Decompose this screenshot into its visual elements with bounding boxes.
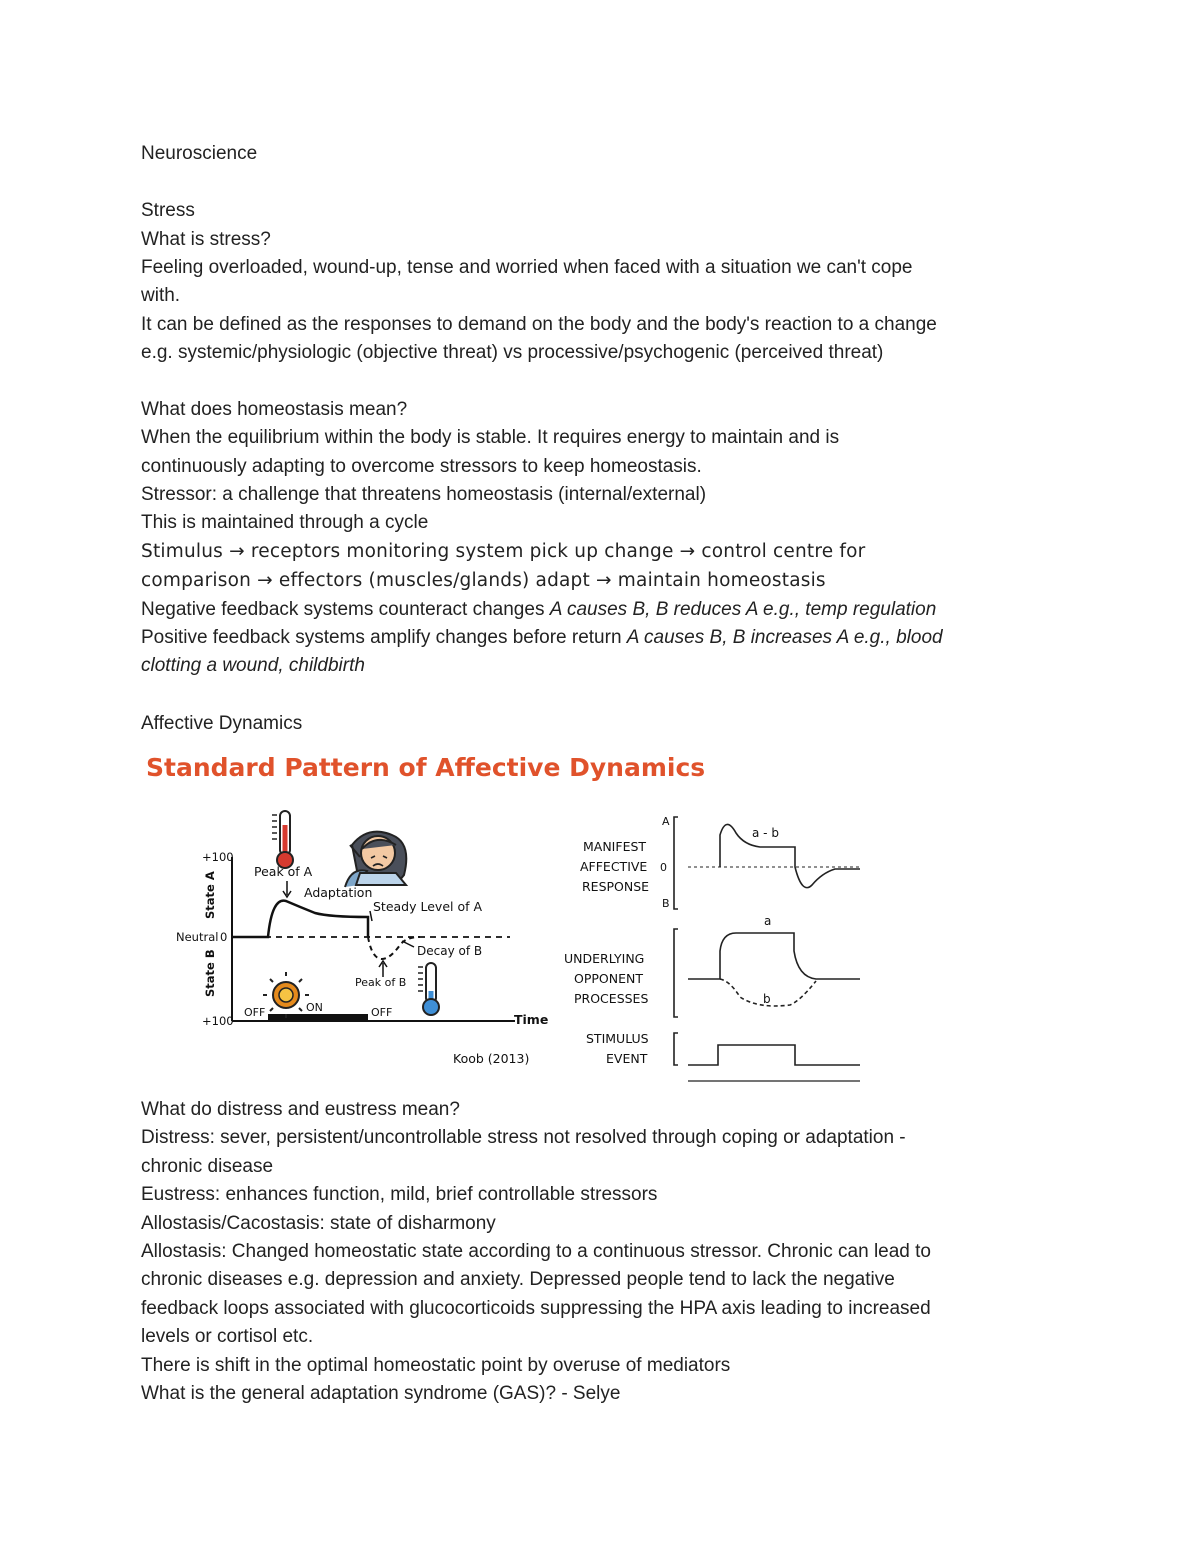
paragraph-line: e.g. systemic/physiologic (objective threat) vs processive/psychogenic (perceived threat) [141,342,884,363]
affective-dynamics-figure [140,745,880,1090]
peak-a-label: Peak of A [254,864,313,879]
response-label: RESPONSE [582,879,650,894]
paragraph-line: This is maintained through a cycle [141,512,429,533]
processes-label: PROCESSES [574,991,649,1006]
process-a-label: a [764,914,772,928]
paragraph-line: Allostasis/Cacostasis: state of disharmony [141,1213,496,1234]
question-stress: What is stress? [141,229,271,250]
paragraph-line: continuously adapting to overcome stressors to keep homeostasis. [141,456,702,477]
paragraph-line: When the equilibrium within the body is stable. It requires energy to maintain and is [141,427,840,448]
question-homeostasis: What does homeostasis mean? [141,399,408,420]
paragraph-line: Eustress: enhances function, mild, brief controllable stressors [141,1184,658,1205]
negative-feedback-text: Negative feedback systems counteract changes [141,599,550,620]
paragraph-line: What is the general adaptation syndrome (GAS)? - Selye [141,1383,621,1404]
paragraph-line: It can be defined as the responses to demand on the body and the body's reaction to a change [141,314,937,335]
paragraph-line: There is shift in the optimal homeostatic point by overuse of mediators [141,1355,731,1376]
stimulus-label: STIMULUS [586,1031,649,1046]
paragraph-line: Allostasis: Changed homeostatic state according to a continuous stressor. Chronic can lead to [141,1241,931,1262]
paragraph-line: with. [141,285,181,306]
y-top-label: +100 [202,850,234,864]
positive-feedback-line [141,624,943,652]
on-label: ON [306,1001,323,1014]
off-label-1: OFF [244,1006,266,1019]
decay-b-label: Decay of B [417,944,483,958]
positive-feedback-italic: A causes B, B increases A e.g., blood [626,627,943,648]
state-a-label: State A [203,871,217,919]
state-b-label: State B [203,949,217,997]
paragraph-line: chronic diseases e.g. depression and anxiety. Depressed people tend to lack the negative [141,1269,895,1290]
paragraph-line: Feeling overloaded, wound-up, tense and worried when faced with a situation we can't cope [141,257,913,278]
cycle-line: Stimulus → receptors monitoring system pick up change → control centre for [141,541,866,562]
right-panel-labels [564,815,779,1066]
underlying-label: UNDERLYING [564,951,645,966]
axis-a-label: A [662,815,670,828]
a-minus-b-label: a - b [752,826,779,840]
y-bottom-label: +100 [202,1014,234,1028]
sun-icon [263,972,309,1018]
adaptation-label: Adaptation [304,885,373,900]
positive-feedback-line-2 [141,652,365,680]
process-b-label: b [763,992,771,1006]
thermometer-cold-icon [418,963,439,1015]
left-panel [232,811,515,1021]
thermometer-hot-icon [272,811,293,868]
paragraph-line: Stressor: a challenge that threatens homeostasis (internal/external) [141,484,707,505]
manifest-label: MANIFEST [583,839,647,854]
figure-title: Standard Pattern of Affective Dynamics [146,753,706,782]
neutral-label: Neutral [176,930,219,944]
steady-level-label: Steady Level of A [373,899,483,914]
citation: Koob (2013) [453,1051,530,1066]
section-heading-stress: Stress [141,200,195,221]
doc-title: Neuroscience [141,143,258,164]
negative-feedback-line [141,596,936,624]
positive-feedback-italic-2: clotting a wound, childbirth [141,655,365,676]
off-label-2: OFF [371,1006,393,1019]
stressed-person-icon [345,832,406,887]
affective-label: AFFECTIVE [580,859,648,874]
right-panel [674,817,860,1081]
paragraph-line: Distress: sever, persistent/uncontrollable stress not resolved through coping or adaptation - [141,1127,906,1148]
section-heading-affective: Affective Dynamics [141,713,303,734]
paragraph-line: chronic disease [141,1156,274,1177]
axis-zero-label: 0 [660,861,667,874]
paragraph-line: levels or cortisol etc. [141,1326,314,1347]
paragraph-line: feedback loops associated with glucocorticoids suppressing the HPA axis leading to increased [141,1298,931,1319]
cycle-line: comparison → effectors (muscles/glands) adapt → maintain homeostasis [141,570,826,591]
positive-feedback-text: Positive feedback systems amplify changes before return [141,627,627,648]
axis-b-label: B [662,897,670,910]
peak-b-label: Peak of B [355,976,407,989]
opponent-label: OPPONENT [574,971,643,986]
negative-feedback-italic: A causes B, B reduces A e.g., temp regulation [549,599,937,620]
time-label: Time [514,1012,549,1027]
question-distress: What do distress and eustress mean? [141,1099,460,1120]
zero-label: 0 [220,930,228,944]
event-label: EVENT [606,1051,648,1066]
